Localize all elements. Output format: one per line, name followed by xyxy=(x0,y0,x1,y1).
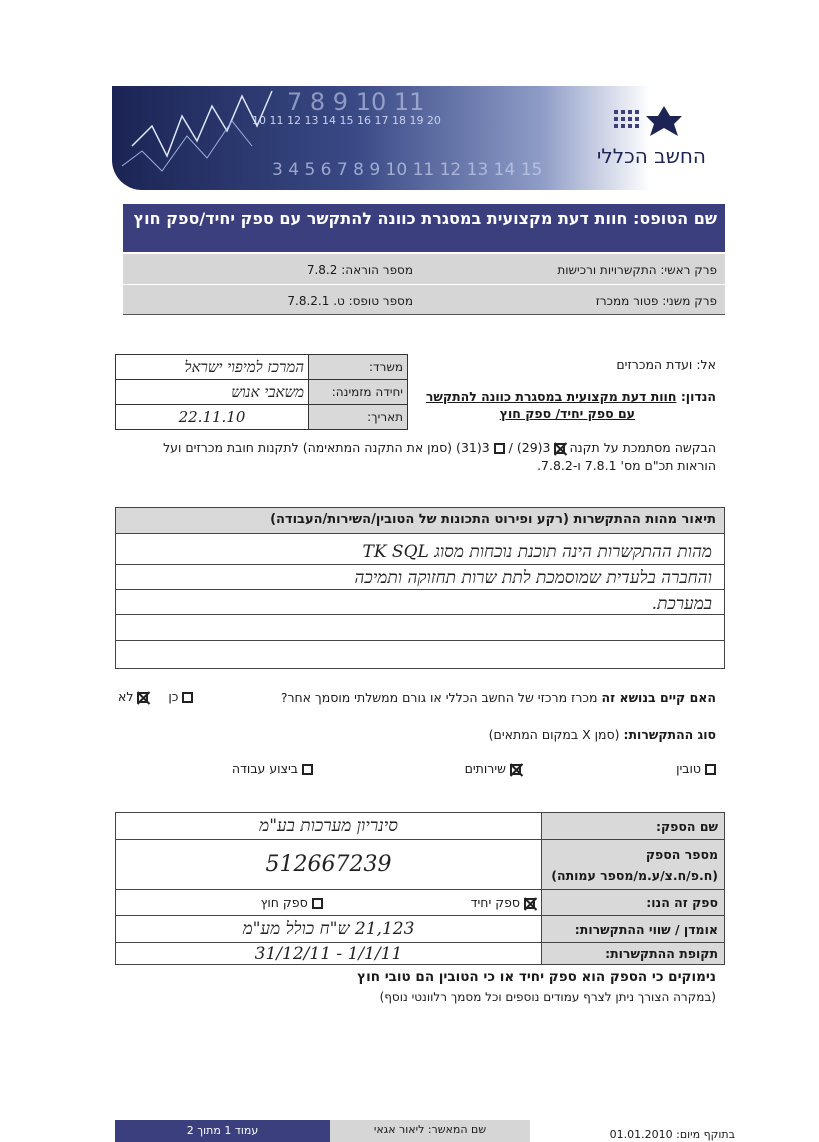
banner-numbers-bottom: 3 4 5 6 7 8 9 10 11 12 13 14 15 xyxy=(272,160,543,180)
supplier-name-value: סינריון מערכות בע"מ xyxy=(116,813,542,840)
no-label: לא xyxy=(118,689,134,704)
supplier-type-label: ספק זה הנו: xyxy=(542,890,725,916)
header-row-2 xyxy=(123,285,725,316)
header-divider xyxy=(123,314,725,315)
work-checkbox[interactable] xyxy=(302,764,313,775)
supplier-number-label-1: מספר הספק xyxy=(645,846,718,862)
work-label: ביצוע עבודה xyxy=(231,761,299,776)
sole-supplier-checkbox[interactable] xyxy=(524,898,535,909)
supplier-number-label xyxy=(542,840,725,890)
page-number: עמוד 1 מתוך 2 xyxy=(115,1120,330,1142)
regulation-29-checkbox[interactable] xyxy=(554,443,565,454)
regulation-31-checkbox[interactable] xyxy=(494,443,505,454)
sole-supplier-label: ספק יחיד xyxy=(470,895,521,910)
no-checkbox[interactable] xyxy=(137,692,148,703)
request-line-2: הוראות תכ"ם מס' 7.8.1 ו-7.8.2. xyxy=(537,458,716,473)
subject-label: הנדון: xyxy=(680,389,716,404)
foreign-supplier-label: ספק חוץ xyxy=(260,895,308,910)
form-number: מספר טופס: ט. 7.8.2.1 xyxy=(287,294,413,308)
description-line-1: מהות ההתקשרות הינה תוכנת נוכחות מסוג TK SQL xyxy=(362,542,712,562)
request-line-1 xyxy=(116,440,716,455)
services-option xyxy=(465,761,521,776)
regulation-separator: / xyxy=(508,440,513,455)
goods-label: טובין xyxy=(676,761,702,776)
supplier-table xyxy=(115,812,725,965)
yes-no-options xyxy=(118,689,193,704)
services-checkbox[interactable] xyxy=(510,764,521,775)
central-tender-question xyxy=(281,690,716,705)
approver: שם המאשר: ליאור אגאי xyxy=(330,1120,530,1142)
date-value: 22.11.10 xyxy=(116,405,309,430)
foreign-supplier-checkbox[interactable] xyxy=(312,898,323,909)
goods-checkbox[interactable] xyxy=(705,764,716,775)
engagement-type-note: (סמן X במקום המתאים) xyxy=(488,727,620,742)
banner-numbers-mid: 10 11 12 13 14 15 16 17 18 19 20 xyxy=(252,114,441,127)
goods-option xyxy=(676,761,716,776)
unit-label: יחידה מזמינה: xyxy=(309,380,408,405)
yes-label: כן xyxy=(168,689,179,704)
period-value: 1/1/11 - 31/12/11 xyxy=(116,943,542,965)
subject-line-2: עם ספק יחיד/ ספק חוץ xyxy=(499,406,635,421)
header-banner xyxy=(112,86,724,190)
date-label: תאריך: xyxy=(309,405,408,430)
ministry-value: המרכז למיפוי ישראל xyxy=(116,355,309,380)
subject xyxy=(416,389,716,404)
reasons-heading: נימוקים כי הספק הוא ספק יחיד או כי הטובין הם טובי חוץ xyxy=(357,969,716,985)
subject-line-1: חוות דעת מקצועית במסגרת כוונה להתקשר xyxy=(425,389,677,404)
sub-chapter: פרק משני: פטור ממכרז xyxy=(595,294,717,308)
form-name: שם הטופס: חוות דעת מקצועית במסגרת כוונה להתקשר עם ספק יחיד/ספק חוץ xyxy=(123,204,725,252)
question-bold: האם קיים בנושא זה xyxy=(601,690,716,705)
ministry-logo xyxy=(614,106,704,142)
validity-date: בתוקף מיום: 01.01.2010 xyxy=(609,1128,735,1141)
supplier-number-label-2: (ח.פ/ח.צ/ע.מ/מספר עמותה) xyxy=(551,867,718,883)
value-label: אומדן / שווי ההתקשרות: xyxy=(542,916,725,943)
unit-value: משאבי אנוש xyxy=(116,380,309,405)
request-text-b: (סמן את התקנה המתאימה) לתקנות חובת מכרזים ועל xyxy=(163,440,453,455)
stock-chart-graphic xyxy=(112,86,352,190)
supplier-name-label: שם הספק: xyxy=(542,813,725,840)
engagement-type-bold: סוג ההתקשרות: xyxy=(623,727,716,742)
question-rest: מכרז מרכזי של החשב הכללי או גורם ממשלתי מוסמך אחר? xyxy=(280,690,598,705)
period-label: תקופת ההתקשרות: xyxy=(542,943,725,965)
office-table xyxy=(115,354,408,430)
value-value: 21,123 ש"ח כולל מע"מ xyxy=(116,916,542,943)
engagement-type-label xyxy=(489,727,716,742)
description-heading: תיאור מהות ההתקשרות (רקע ופירוט התכונות של הטובין/השירות/העבודה) xyxy=(116,508,724,534)
instruction-number: מספר הוראה: 7.8.2 xyxy=(306,263,413,277)
addressee: אל: ועדת המכרזים xyxy=(616,357,716,372)
supplier-type-options xyxy=(116,890,542,916)
reasons-note: (במקרה הצורך ניתן לצרף עמודים נוספים וכל מסמך רלוונטי נוסף) xyxy=(379,990,716,1004)
banner-numbers-top: 7 8 9 10 11 xyxy=(287,88,425,116)
work-option xyxy=(232,761,313,776)
description-line-3: במערכת. xyxy=(651,594,712,614)
yes-checkbox[interactable] xyxy=(182,692,193,703)
supplier-number-value: 512667239 xyxy=(116,840,542,890)
ministry-label: משרד: xyxy=(309,355,408,380)
request-text-a: הבקשה מסתמכת על תקנה xyxy=(569,440,716,455)
footer xyxy=(115,1120,735,1142)
description-box xyxy=(115,507,725,669)
regulation-29-label: 3(29) xyxy=(516,440,551,455)
regulation-31-label: 3(31) xyxy=(456,440,490,455)
ministry-logo-text: החשב הכללי xyxy=(596,144,706,168)
description-line-2: והחברה בלעדית שמוסמכת לתת שרות תחזוקה ותמיכה xyxy=(354,568,712,588)
header-row-1 xyxy=(123,254,725,285)
services-label: שירותים xyxy=(464,761,507,776)
main-chapter: פרק ראשי: התקשרויות ורכישות xyxy=(557,263,717,277)
